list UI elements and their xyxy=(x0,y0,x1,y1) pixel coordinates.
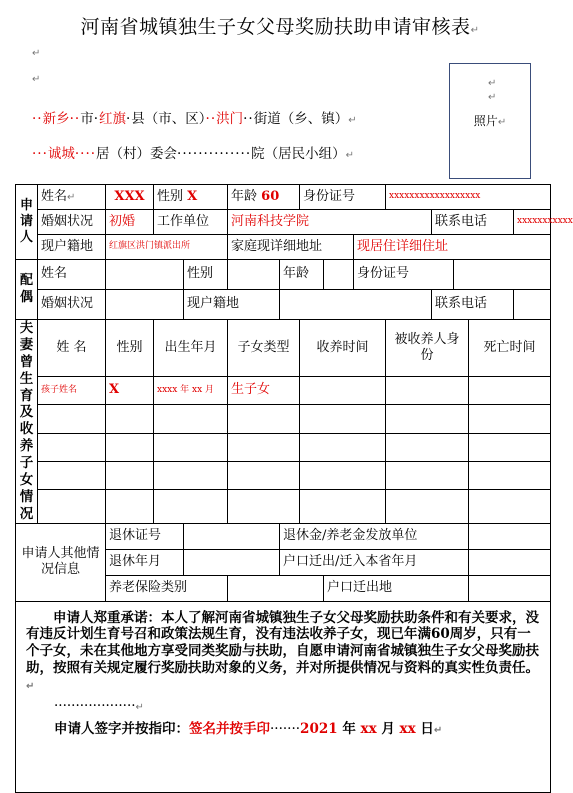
child-header-adoptee-id: 被收养人身份 xyxy=(386,320,469,377)
retire-cert-label: 退休证号 xyxy=(106,523,184,549)
district-field[interactable]: 红旗 xyxy=(98,111,126,127)
id-label: 身份证号 xyxy=(300,185,386,210)
phone-label: 联系电话 xyxy=(432,210,514,235)
page-title: 河南省城镇独生子女父母奖励扶助申请审核表↵ xyxy=(80,16,480,38)
spouse-id-label: 身份证号 xyxy=(354,260,454,290)
child-type[interactable] xyxy=(228,461,300,489)
work-label: 工作单位 xyxy=(154,210,228,235)
marital-label: 婚姻状况 xyxy=(38,210,106,235)
child-death-time[interactable] xyxy=(469,433,551,461)
name-label: 姓名↵ xyxy=(38,185,106,210)
child-header-death-time: 死亡时间 xyxy=(469,320,551,377)
signature-line: 申请人签字并按指印：签名并按手印·······2021 年 xx 月 xx 日↵ xyxy=(54,720,443,737)
child-type[interactable] xyxy=(228,433,300,461)
spouse-age-label: 年龄 xyxy=(280,260,324,290)
insurance-label: 养老保险类别 xyxy=(106,575,228,601)
address-line-1: ··新乡··市·红旗·县（市、区）··洪门··街道（乡、镇）↵ xyxy=(32,111,357,127)
signature-field[interactable]: 签名并按手印 xyxy=(189,720,270,737)
hukou-value[interactable]: 红旗区洪门镇派出所 xyxy=(106,235,228,260)
child-death-time[interactable] xyxy=(469,376,551,404)
promise-text: 申请人郑重承诺：本人了解河南省城镇独生子女父母奖励扶助条件和有关要求，没有违反计划生育号召和政策法规生育，没有违法收养子女，现已年满60周岁，只有一个子女，未在其他地方享受同类奖励与扶助，自愿申请河南省城镇独生子女父母奖励扶助，按照有关规定履行奖励扶助对象的义务，并对所提供情况与资料的真实性负责任。↵ xyxy=(26,609,539,692)
retire-date-label: 退休年月 xyxy=(106,549,184,575)
hukou-move-label: 户口迁出/迁入本省年月 xyxy=(280,549,469,575)
paragraph-mark: ↵ xyxy=(32,48,41,59)
child-adopt-time[interactable] xyxy=(300,461,386,489)
table-row xyxy=(16,405,551,433)
spouse-phone-label: 联系电话 xyxy=(432,290,514,320)
spouse-gender-label: 性别 xyxy=(184,260,228,290)
table-row xyxy=(16,376,551,404)
city-field[interactable]: 新乡 xyxy=(42,111,70,127)
promise-dots: ···················↵ xyxy=(54,697,144,714)
pension-unit-label: 退休金/养老金发放单位 xyxy=(280,523,469,549)
age-value[interactable]: 60 xyxy=(261,188,280,204)
child-header-type: 子女类型 xyxy=(228,320,300,377)
pension-unit-value[interactable] xyxy=(469,523,551,549)
spouse-phone-value[interactable] xyxy=(514,290,551,320)
photo-box[interactable]: ↵ ↵ 照片↵ xyxy=(449,63,531,179)
child-header-birth: 出生年月 xyxy=(154,320,228,377)
child-type[interactable] xyxy=(228,490,300,523)
gender-label: 性别 X xyxy=(154,185,228,210)
table-row xyxy=(16,433,551,461)
child-adoptee-id[interactable] xyxy=(386,405,469,433)
spouse-section-label: 配偶 xyxy=(16,260,38,320)
spouse-age-value[interactable] xyxy=(324,260,354,290)
child-birth[interactable] xyxy=(154,461,228,489)
child-adopt-time[interactable] xyxy=(300,490,386,523)
child-death-time[interactable] xyxy=(469,405,551,433)
spouse-hukou-value[interactable] xyxy=(280,290,432,320)
child-gender[interactable]: X xyxy=(106,376,154,404)
id-value[interactable]: xxxxxxxxxxxxxxxxxx xyxy=(386,185,551,210)
child-name[interactable] xyxy=(38,405,106,433)
gender-value[interactable]: X xyxy=(187,188,198,204)
spouse-marital-label: 婚姻状况 xyxy=(38,290,106,320)
child-type[interactable] xyxy=(228,405,300,433)
hukou-label: 现户籍地 xyxy=(38,235,106,260)
child-adoptee-id[interactable] xyxy=(386,461,469,489)
sign-month[interactable]: xx xyxy=(360,720,377,737)
spouse-marital-value[interactable] xyxy=(106,290,184,320)
name-value[interactable]: XXX xyxy=(106,185,154,210)
table-row xyxy=(16,490,551,523)
sign-day[interactable]: xx xyxy=(399,720,416,737)
child-adoptee-id[interactable] xyxy=(386,433,469,461)
child-adopt-time[interactable] xyxy=(300,376,386,404)
spouse-hukou-label: 现户籍地 xyxy=(184,290,280,320)
child-adoptee-id[interactable] xyxy=(386,376,469,404)
child-death-time[interactable] xyxy=(469,461,551,489)
hukou-out-value[interactable] xyxy=(469,575,551,601)
child-birth[interactable] xyxy=(154,433,228,461)
hukou-out-label: 户口迁出地 xyxy=(324,575,469,601)
address-line-2: ···诚城····居（村）委会··············院（居民小组）↵ xyxy=(32,146,355,162)
child-type[interactable]: 生子女 xyxy=(228,376,300,404)
child-name[interactable] xyxy=(38,461,106,489)
paragraph-mark: ↵ xyxy=(32,74,41,85)
sign-year[interactable]: 2021 xyxy=(300,720,338,737)
spouse-id-value[interactable] xyxy=(454,260,551,290)
promise-section xyxy=(16,601,551,792)
child-name[interactable]: 孩子姓名 xyxy=(38,376,106,404)
child-header-adopt-time: 收养时间 xyxy=(300,320,386,377)
child-gender[interactable] xyxy=(106,490,154,523)
child-adopt-time[interactable] xyxy=(300,433,386,461)
spouse-name-label: 姓名 xyxy=(38,260,106,290)
other-section-label: 申请人其他情况信息 xyxy=(16,523,106,601)
community-field[interactable]: 诚城 xyxy=(47,146,75,162)
child-gender[interactable] xyxy=(106,405,154,433)
hukou-move-value[interactable] xyxy=(469,549,551,575)
child-adopt-time[interactable] xyxy=(300,405,386,433)
children-section-label: 夫妻曾生育及收养子女情况 xyxy=(16,320,38,524)
insurance-value[interactable] xyxy=(228,575,324,601)
retire-cert-value[interactable] xyxy=(184,523,280,549)
child-birth[interactable]: xxxx 年 xx 月 xyxy=(154,376,228,404)
home-label: 家庭现详细地址 xyxy=(228,235,354,260)
home-value[interactable]: 现居住详细住址 xyxy=(354,235,551,260)
street-field[interactable]: 洪门 xyxy=(216,111,244,127)
photo-label: 照片↵ xyxy=(473,114,507,128)
spouse-gender-value[interactable] xyxy=(228,260,280,290)
age-label: 年龄 60 xyxy=(228,185,300,210)
retire-date-value[interactable] xyxy=(184,549,280,575)
child-birth[interactable] xyxy=(154,490,228,523)
phone-value[interactable]: xxxxxxxxxxx xyxy=(514,210,551,235)
child-gender[interactable] xyxy=(106,461,154,489)
applicant-section-label: 申请人 xyxy=(16,185,38,260)
child-death-time[interactable] xyxy=(469,490,551,523)
child-birth[interactable] xyxy=(154,405,228,433)
child-header-gender: 性别 xyxy=(106,320,154,377)
child-gender[interactable] xyxy=(106,433,154,461)
work-value[interactable]: 河南科技学院 xyxy=(228,210,432,235)
application-form-table xyxy=(15,184,573,793)
child-adoptee-id[interactable] xyxy=(386,490,469,523)
marital-value[interactable]: 初婚 xyxy=(106,210,154,235)
child-name[interactable] xyxy=(38,433,106,461)
spouse-name-value[interactable] xyxy=(106,260,184,290)
child-name[interactable] xyxy=(38,490,106,523)
table-row xyxy=(16,461,551,489)
child-header-name: 姓 名 xyxy=(38,320,106,377)
